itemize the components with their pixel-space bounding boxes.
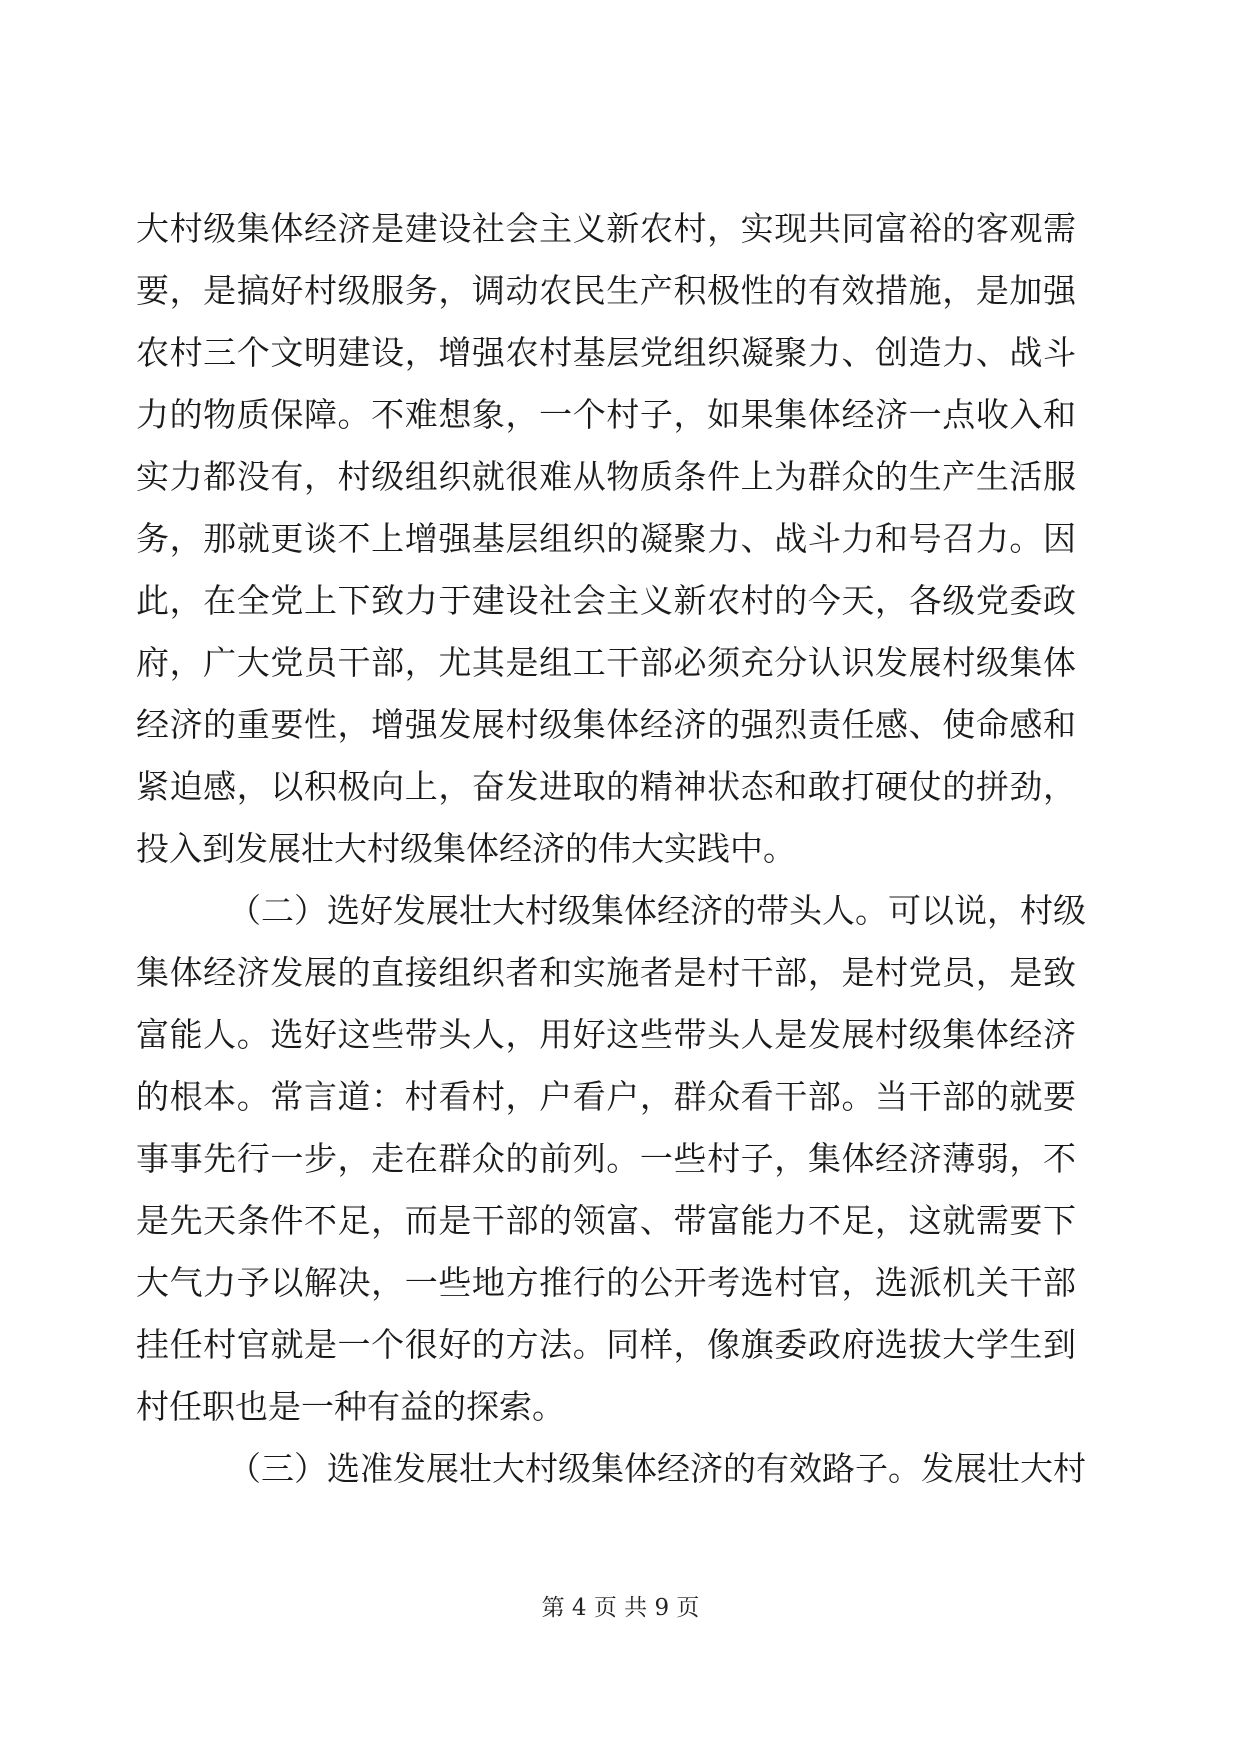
- paragraph-2-line-1: （二）选好发展壮大村级集体经济的带头人。可以说，村级: [228, 891, 1086, 930]
- paragraph-1-line-9: 经济的重要性，增强发展村级集体经济的强烈责任感、使命感和: [136, 705, 1076, 744]
- paragraph-2-line-6: 是先天条件不足，而是干部的领富、带富能力不足，这就需要下: [136, 1201, 1076, 1240]
- paragraph-2-line-5: 事事先行一步，走在群众的前列。一些村子，集体经济薄弱，不: [136, 1139, 1076, 1178]
- paragraph-1-line-8: 府，广大党员干部，尤其是组工干部必须充分认识发展村级集体: [136, 643, 1076, 682]
- paragraph-1-line-4: 力的物质保障。不难想象，一个村子，如果集体经济一点收入和: [136, 395, 1076, 434]
- paragraph-2-line-9: 村任职也是一种有益的探索。: [136, 1387, 565, 1426]
- paragraph-2-line-4: 的根本。常言道：村看村，户看户，群众看干部。当干部的就要: [136, 1077, 1076, 1116]
- paragraph-3-line-1: （三）选准发展壮大村级集体经济的有效路子。发展壮大村: [228, 1449, 1086, 1488]
- paragraph-2-line-2: 集体经济发展的直接组织者和实施者是村干部，是村党员，是致: [136, 953, 1076, 992]
- paragraph-1-line-10: 紧迫感，以积极向上，奋发进取的精神状态和敢打硬仗的拼劲，: [136, 767, 1076, 806]
- paragraph-1-line-11: 投入到发展壮大村级集体经济的伟大实践中。: [136, 829, 796, 868]
- paragraph-2-line-7: 大气力予以解决，一些地方推行的公开考选村官，选派机关干部: [136, 1263, 1076, 1302]
- page-number-footer: 第 4 页 共 9 页: [541, 1595, 700, 1621]
- paragraph-1-line-2: 要，是搞好村级服务，调动农民生产积极性的有效措施，是加强: [136, 271, 1076, 310]
- paragraph-2-line-3: 富能人。选好这些带头人，用好这些带头人是发展村级集体经济: [136, 1015, 1076, 1054]
- paragraph-2-line-8: 挂任村官就是一个很好的方法。同样，像旗委政府选拔大学生到: [136, 1325, 1076, 1364]
- paragraph-1-line-3: 农村三个文明建设，增强农村基层党组织凝聚力、创造力、战斗: [136, 333, 1076, 372]
- paragraph-1-line-7: 此，在全党上下致力于建设社会主义新农村的今天，各级党委政: [136, 581, 1076, 620]
- paragraph-1-line-1: 大村级集体经济是建设社会主义新农村，实现共同富裕的客观需: [136, 209, 1076, 248]
- paragraph-1-line-5: 实力都没有，村级组织就很难从物质条件上为群众的生产生活服: [136, 457, 1076, 496]
- paragraph-1-line-6: 务，那就更谈不上增强基层组织的凝聚力、战斗力和号召力。因: [136, 519, 1076, 558]
